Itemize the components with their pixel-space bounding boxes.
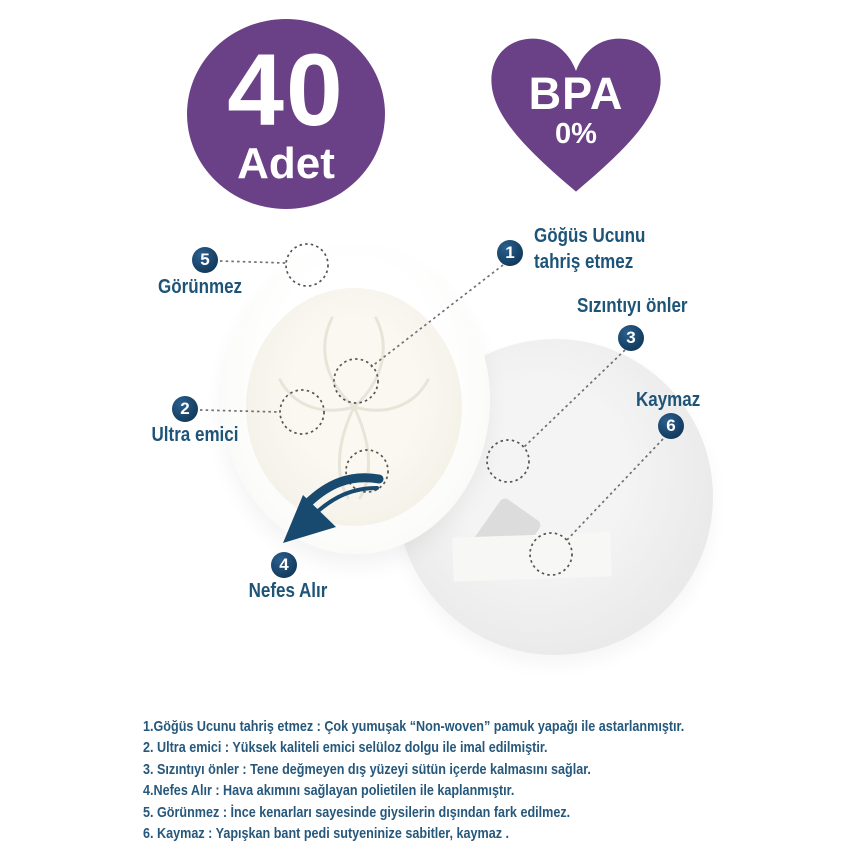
feature-line-1: 1.Göğüs Ucunu tahriş etmez : Çok yumuşak “Non-woven” pamuk yapağı ile astarlanmıştır.	[143, 718, 685, 735]
callout-label-1-line1: Göğüs Ucunu	[534, 225, 646, 247]
callout-badge-2: 2	[172, 396, 198, 422]
feature-line-3: 3. Sızıntıyı önler : Tene değmeyen dış yüzeyi sütün içerde kalmasını sağlar.	[143, 760, 591, 778]
callout-label-2: Ultra emici	[151, 424, 239, 446]
bpa-label: BPA	[528, 68, 624, 119]
pad-fold-texture	[246, 288, 462, 526]
count-unit-label: Adet	[237, 138, 335, 188]
callout-badge-1: 1	[497, 240, 523, 266]
bpa-badge	[486, 31, 666, 201]
callout-label-3: Sızıntıyı önler	[577, 295, 688, 317]
count-badge	[187, 19, 385, 209]
bpa-percent: 0%	[555, 118, 597, 150]
pad-inner-surface	[246, 288, 462, 526]
feature-line-6: 6. Kaymaz : Yapışkan bant pedi sutyeninize sabitler, kaymaz .	[143, 825, 510, 843]
callout-badge-5: 5	[192, 247, 218, 273]
callout-label-1-line2: tahriş etmez	[534, 251, 634, 273]
feature-legend	[143, 716, 731, 844]
feature-line-5: 5. Görünmez : İnce kenarları sayesinde giysilerin dışından fark edilmez.	[143, 803, 571, 821]
count-number: 40	[227, 33, 345, 148]
callout-label-5: Görünmez	[157, 276, 243, 298]
adhesive-strip	[452, 532, 611, 581]
callout-badge-3: 3	[618, 325, 644, 351]
callout-badge-4: 4	[271, 552, 297, 578]
callout-label-6: Kaymaz	[636, 389, 701, 411]
callout-label-4: Nefes Alır	[248, 580, 328, 602]
breast-pad-front	[222, 246, 490, 554]
feature-line-4: 4.Nefes Alır : Hava akımını sağlayan polietilen ile kaplanmıştır.	[143, 782, 515, 800]
feature-line-2: 2. Ultra emici : Yüksek kaliteli emici selüloz dolgu ile imal edilmiştir.	[143, 739, 548, 757]
leader-line-5	[220, 261, 286, 263]
callout-badge-6: 6	[658, 413, 684, 439]
